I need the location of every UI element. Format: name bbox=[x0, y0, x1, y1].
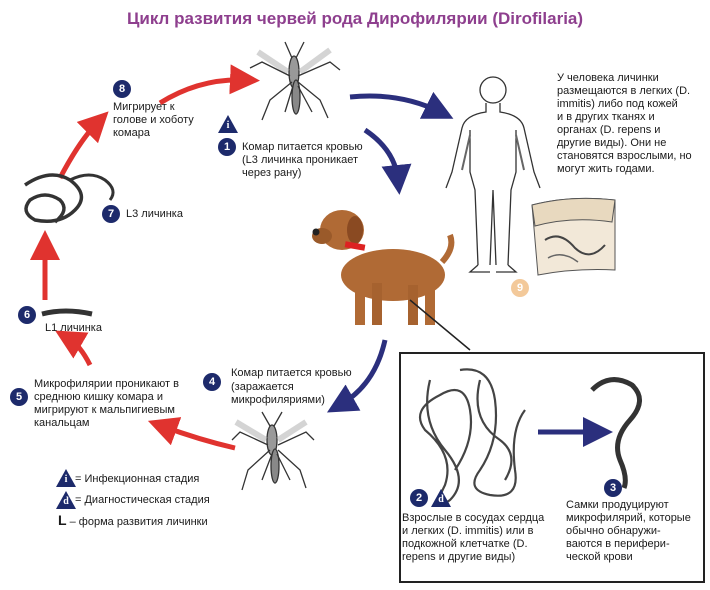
page-title: Цикл развития червей рода Дирофилярии (Dirofilaria) bbox=[126, 9, 584, 28]
legend-larva: L – форма развития личинки bbox=[58, 512, 208, 528]
step-5-badge: 5 bbox=[10, 388, 28, 406]
l3-larva-illustration bbox=[25, 175, 113, 222]
mosquito-top bbox=[250, 42, 340, 120]
step-4-text-rest: (заражается микрофиляриями) bbox=[231, 381, 325, 406]
legend-diagnostic-label: = Диагностическая стадия bbox=[75, 494, 210, 506]
mosquito-bottom bbox=[232, 412, 314, 490]
step-1-text: Комар питается кровью (L3 личинка проникает через рану) bbox=[242, 141, 363, 179]
step-4-badge: 4 bbox=[203, 373, 221, 391]
l1-larva-illustration bbox=[42, 311, 92, 314]
step-6-badge: 6 bbox=[18, 306, 36, 324]
step-5-text: Микрофилярии проникают в среднюю кишку комара и мигрируют к мальпигиевым канальцам bbox=[34, 378, 179, 429]
arrow-5-to-6 bbox=[68, 338, 90, 365]
arrow-8-to-mosquito bbox=[160, 80, 245, 103]
step-2-text: Взрослые в сосудах сердца и легких (D. immitis) или в подкожной клетчатке (D. repens и другие виды) bbox=[402, 512, 545, 563]
arrow-mosquito-to-human bbox=[350, 96, 440, 112]
step-4-text-line1: Комар питается кровью bbox=[231, 367, 352, 379]
step-9-text: У человека личинки размещаются в легких (D. immitis) либо под кожей и в других тканях и органах (D. repens и другие виды). Они не становятся взрослыми, но могут жить годами. bbox=[557, 72, 692, 175]
step-1-badge: 1 bbox=[218, 138, 236, 156]
legend-infection-label: = Инфекционная стадия bbox=[75, 473, 200, 485]
dog-illustration bbox=[312, 210, 470, 350]
infection-stage-icon: i bbox=[218, 115, 238, 133]
human-outline bbox=[446, 77, 540, 272]
step-7-badge: 7 bbox=[102, 205, 120, 223]
skin-section-illustration bbox=[532, 198, 615, 275]
step-2-badge: 2 bbox=[410, 489, 428, 507]
step-3-badge: 3 bbox=[604, 479, 622, 497]
diagnostic-stage-icon: d bbox=[431, 489, 451, 507]
arrow-mosquito-to-dog bbox=[365, 130, 398, 180]
arrow-7-to-8 bbox=[60, 122, 98, 178]
step-3-text: Самки продуцируют микрофилярий, которые обычно обнаружи- ваются в перифери- ческой крови bbox=[566, 499, 691, 563]
legend-diagnostic-icon: d bbox=[56, 491, 76, 509]
step-6-text: L1 личинка bbox=[45, 322, 102, 334]
step-9-badge: 9 bbox=[511, 279, 529, 297]
step-7-text: L3 личинка bbox=[126, 208, 183, 220]
legend-infection-icon: i bbox=[56, 469, 76, 487]
step-8-badge: 8 bbox=[113, 80, 131, 98]
step-8-text: Мигрирует к голове и хоботу комара bbox=[113, 101, 194, 139]
